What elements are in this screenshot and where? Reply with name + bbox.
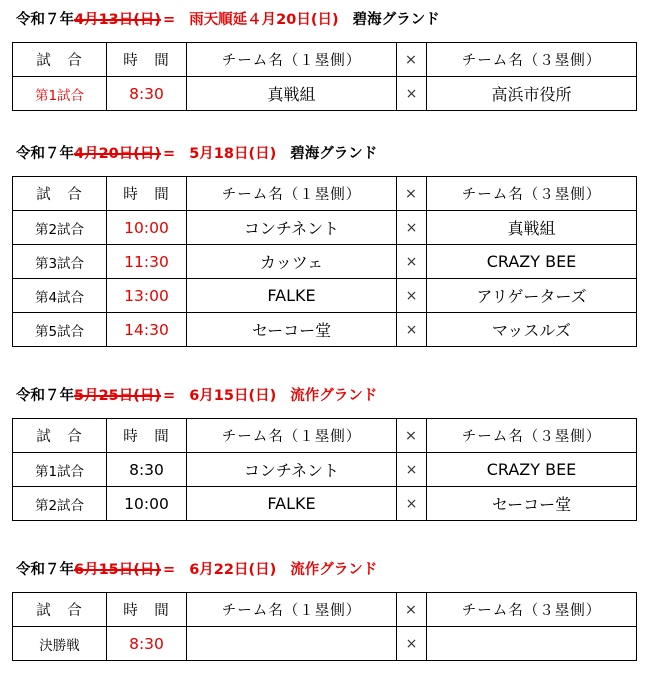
heading-new-date: 雨天順延４月20日(日) (189, 12, 339, 28)
header-time: 時 間 (107, 177, 187, 211)
schedule-table (12, 42, 637, 111)
heading-era: 令和７年 (16, 12, 74, 28)
team-first-base: コンチネント (187, 453, 397, 487)
header-time: 時 間 (107, 43, 187, 77)
game-number: 決勝戦 (13, 627, 107, 661)
header-game: 試 合 (13, 177, 107, 211)
header-team-third-base: チーム名（３塁側） (427, 593, 637, 627)
heading-era: 令和７年 (16, 388, 74, 404)
team-first-base: 真戦組 (187, 77, 397, 111)
game-time: 13:00 (107, 279, 187, 313)
team-third-base (427, 627, 637, 661)
table-header-row (13, 593, 637, 627)
table-row (13, 279, 637, 313)
header-vs: × (397, 43, 427, 77)
heading-era: 令和７年 (16, 562, 74, 578)
heading-venue: 碧海グランド (352, 12, 440, 28)
header-game: 試 合 (13, 419, 107, 453)
table-row (13, 245, 637, 279)
header-team-first-base: チーム名（１塁側） (187, 43, 397, 77)
heading-new-date: 6月22日(日) (189, 562, 277, 578)
team-third-base: CRAZY BEE (427, 453, 637, 487)
heading-era: 令和７年 (16, 146, 74, 162)
header-vs: × (397, 593, 427, 627)
section-heading (16, 384, 377, 408)
vs-mark: × (397, 313, 427, 347)
game-time: 11:30 (107, 245, 187, 279)
team-third-base: 真戦組 (427, 211, 637, 245)
table-row (13, 77, 637, 111)
vs-mark: × (397, 627, 427, 661)
header-team-first-base: チーム名（１塁側） (187, 419, 397, 453)
game-time: 8:30 (107, 627, 187, 661)
team-third-base: アリゲーターズ (427, 279, 637, 313)
vs-mark: × (397, 77, 427, 111)
table-header-row (13, 419, 637, 453)
game-time: 8:30 (107, 453, 187, 487)
team-first-base: コンチネント (187, 211, 397, 245)
table-row (13, 313, 637, 347)
vs-mark: × (397, 487, 427, 521)
heading-venue: 碧海グランド (290, 146, 378, 162)
game-number: 第1試合 (13, 453, 107, 487)
schedule-table (12, 592, 637, 661)
vs-mark: × (397, 211, 427, 245)
heading-struck-date: 6月15日(日) (74, 562, 162, 578)
team-third-base: セーコー堂 (427, 487, 637, 521)
heading-struck-date: 4月13日(日) (74, 12, 162, 28)
game-time: 10:00 (107, 211, 187, 245)
heading-equals: = (163, 388, 176, 404)
team-first-base: FALKE (187, 279, 397, 313)
game-number: 第3試合 (13, 245, 107, 279)
header-time: 時 間 (107, 419, 187, 453)
game-time: 14:30 (107, 313, 187, 347)
header-game: 試 合 (13, 593, 107, 627)
heading-new-date: 6月15日(日) (189, 388, 277, 404)
header-vs: × (397, 419, 427, 453)
game-number: 第1試合 (13, 77, 107, 111)
table-header-row (13, 177, 637, 211)
header-team-first-base: チーム名（１塁側） (187, 177, 397, 211)
heading-equals: = (163, 562, 176, 578)
game-number: 第2試合 (13, 211, 107, 245)
heading-struck-date: 5月25日(日) (74, 388, 162, 404)
heading-equals: = (163, 12, 176, 28)
team-first-base: FALKE (187, 487, 397, 521)
team-third-base: CRAZY BEE (427, 245, 637, 279)
heading-equals: = (163, 146, 176, 162)
game-number: 第4試合 (13, 279, 107, 313)
heading-new-date: 5月18日(日) (189, 146, 277, 162)
team-first-base: カッツェ (187, 245, 397, 279)
header-team-third-base: チーム名（３塁側） (427, 43, 637, 77)
heading-venue: 流作グランド (290, 562, 378, 578)
vs-mark: × (397, 279, 427, 313)
team-first-base (187, 627, 397, 661)
header-team-third-base: チーム名（３塁側） (427, 419, 637, 453)
section-heading (16, 8, 440, 32)
table-row (13, 487, 637, 521)
header-team-third-base: チーム名（３塁側） (427, 177, 637, 211)
table-header-row (13, 43, 637, 77)
header-time: 時 間 (107, 593, 187, 627)
header-team-first-base: チーム名（１塁側） (187, 593, 397, 627)
section-heading (16, 558, 377, 582)
vs-mark: × (397, 245, 427, 279)
heading-struck-date: 4月20日(日) (74, 146, 162, 162)
schedule-table (12, 418, 637, 521)
game-time: 10:00 (107, 487, 187, 521)
header-game: 試 合 (13, 43, 107, 77)
team-third-base: マッスルズ (427, 313, 637, 347)
heading-venue: 流作グランド (290, 388, 378, 404)
header-vs: × (397, 177, 427, 211)
team-first-base: セーコー堂 (187, 313, 397, 347)
vs-mark: × (397, 453, 427, 487)
game-time: 8:30 (107, 77, 187, 111)
table-row (13, 627, 637, 661)
table-row (13, 453, 637, 487)
section-heading (16, 142, 377, 166)
table-row (13, 211, 637, 245)
team-third-base: 高浜市役所 (427, 77, 637, 111)
game-number: 第5試合 (13, 313, 107, 347)
game-number: 第2試合 (13, 487, 107, 521)
schedule-table (12, 176, 637, 347)
